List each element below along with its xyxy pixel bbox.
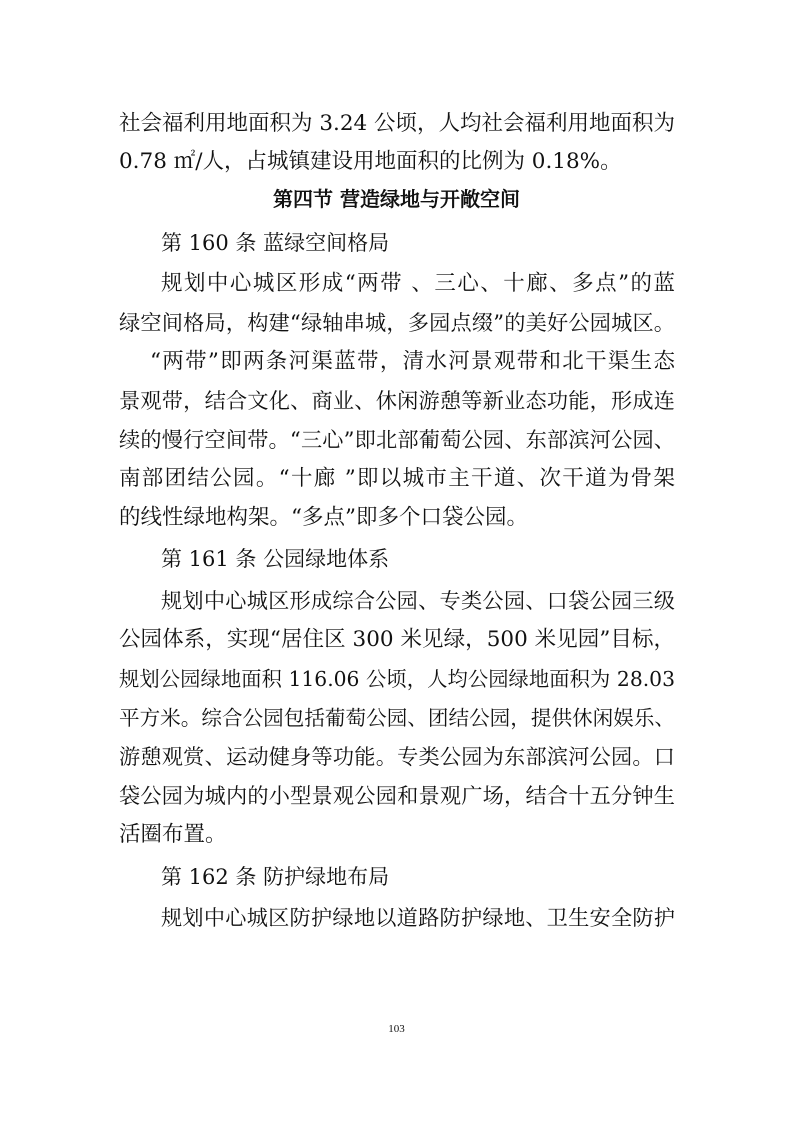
paragraph-line: 规划中心城区形成综合公园、专类公园、口袋公园三级 — [161, 588, 675, 613]
paragraph-line: 社会福利用地面积为 3.24 公顷，人均社会福利用地面积为 — [119, 111, 675, 136]
section-heading: 第四节 营造绿地与开敞空间 — [273, 187, 520, 211]
article-heading-160: 第 160 条 蓝绿空间格局 — [161, 231, 390, 255]
article-heading-161: 第 161 条 公园绿地体系 — [161, 547, 390, 571]
paragraph-line: 景观带，结合文化、商业、休闲游憩等新业态功能，形成连 — [119, 388, 675, 413]
paragraph-line: 活圈布置。 — [119, 822, 227, 847]
paragraph-line: 南部团结公园。“十廊 ”即以城市主干道、次干道为骨架 — [119, 466, 675, 491]
paragraph-line: 绿空间格局，构建“绿轴串城，多园点缀”的美好公园城区。 — [119, 310, 675, 335]
paragraph-line: 0.78 ㎡/人，占城镇建设用地面积的比例为 0.18%。 — [119, 149, 622, 174]
paragraph-line: 袋公园为城内的小型景观公园和景观广场，结合十五分钟生 — [119, 783, 675, 808]
paragraph-line: 规划公园绿地面积 116.06 公顷，人均公园绿地面积为 28.03 — [119, 667, 675, 691]
paragraph-line: 续的慢行空间带。“三心”即北部葡萄公园、东部滨河公园、 — [119, 427, 675, 452]
paragraph-line: 规划中心城区形成“两带 、三心、十廊、多点”的蓝 — [161, 271, 675, 296]
paragraph-line: 游憩观赏、运动健身等功能。专类公园为东部滨河公园。口 — [119, 744, 675, 769]
page-number: 103 — [388, 1023, 405, 1035]
paragraph-line: 的线性绿地构架。“多点”即多个口袋公园。 — [119, 505, 528, 530]
paragraph-line: 规划中心城区防护绿地以道路防护绿地、卫生安全防护 — [161, 905, 675, 930]
article-heading-162: 第 162 条 防护绿地布局 — [161, 865, 390, 889]
paragraph-line: “两带”即两条河渠蓝带，清水河景观带和北干渠生态 — [150, 349, 675, 374]
paragraph-line: 平方米。综合公园包括葡萄公园、团结公园，提供休闲娱乐、 — [119, 706, 675, 730]
paragraph-line: 公园体系，实现“居住区 300 米见绿，500 米见园”目标， — [119, 627, 675, 652]
